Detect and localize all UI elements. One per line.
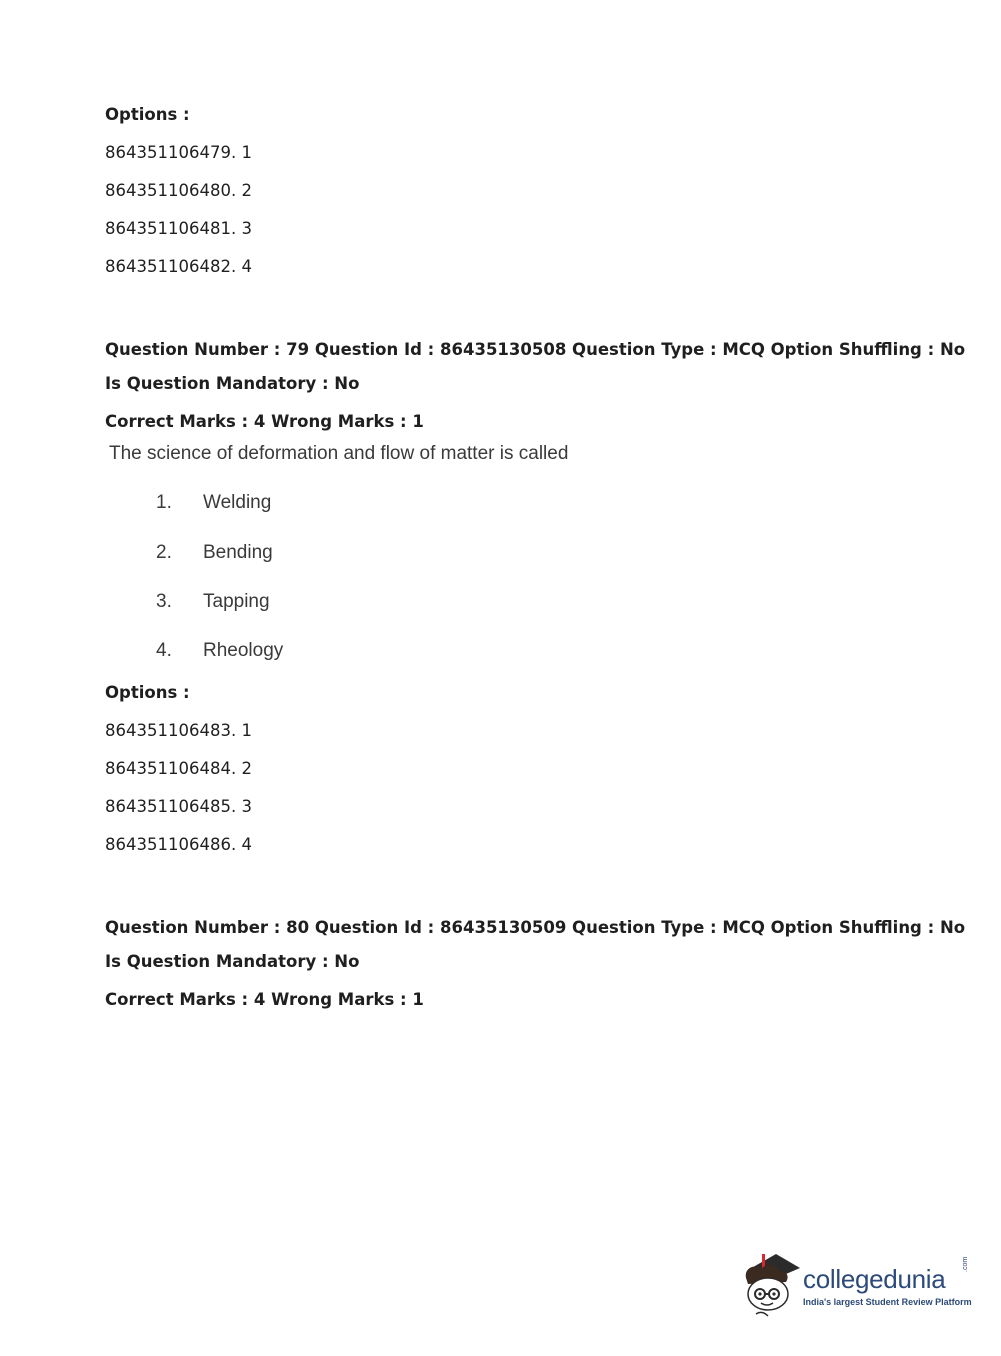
option-id: 864351106483. 1 <box>105 721 252 740</box>
choice-number: 4. <box>156 640 172 661</box>
option-id: 864351106485. 3 <box>105 797 252 816</box>
options-label: Options : <box>105 683 190 702</box>
option-id: 864351106481. 3 <box>105 219 252 238</box>
collegedunia-logo <box>740 1248 972 1320</box>
question-header: Question Number : 79 Question Id : 86435130508 Question Type : MCQ Option Shuffling : No <box>105 340 966 359</box>
choice-number: 3. <box>156 591 172 612</box>
option-id: 864351106480. 2 <box>105 181 252 200</box>
options-label: Options : <box>105 105 190 124</box>
question-mandatory: Is Question Mandatory : No <box>105 374 360 393</box>
logo-wordmark: collegedunia <box>803 1264 946 1294</box>
choice-text: Rheology <box>203 640 284 661</box>
logo-suffix: .com <box>962 1256 969 1272</box>
choice-text: Bending <box>203 542 273 563</box>
option-id: 864351106484. 2 <box>105 759 252 778</box>
question-header: Question Number : 80 Question Id : 86435130509 Question Type : MCQ Option Shuffling : No <box>105 918 966 937</box>
mascot-icon <box>740 1248 802 1320</box>
option-id: 864351106482. 4 <box>105 257 252 276</box>
question-marks: Correct Marks : 4 Wrong Marks : 1 <box>105 990 424 1009</box>
question-mandatory: Is Question Mandatory : No <box>105 952 360 971</box>
choice-text: Tapping <box>203 591 270 612</box>
option-id: 864351106486. 4 <box>105 835 252 854</box>
question-marks: Correct Marks : 4 Wrong Marks : 1 <box>105 412 424 431</box>
choice-number: 1. <box>156 492 172 513</box>
question-text: The science of deformation and flow of matter is called <box>109 443 569 464</box>
choice-text: Welding <box>203 492 272 513</box>
choice-number: 2. <box>156 542 172 563</box>
option-id: 864351106479. 1 <box>105 143 252 162</box>
logo-tagline: India's largest Student Review Platform <box>803 1297 972 1307</box>
